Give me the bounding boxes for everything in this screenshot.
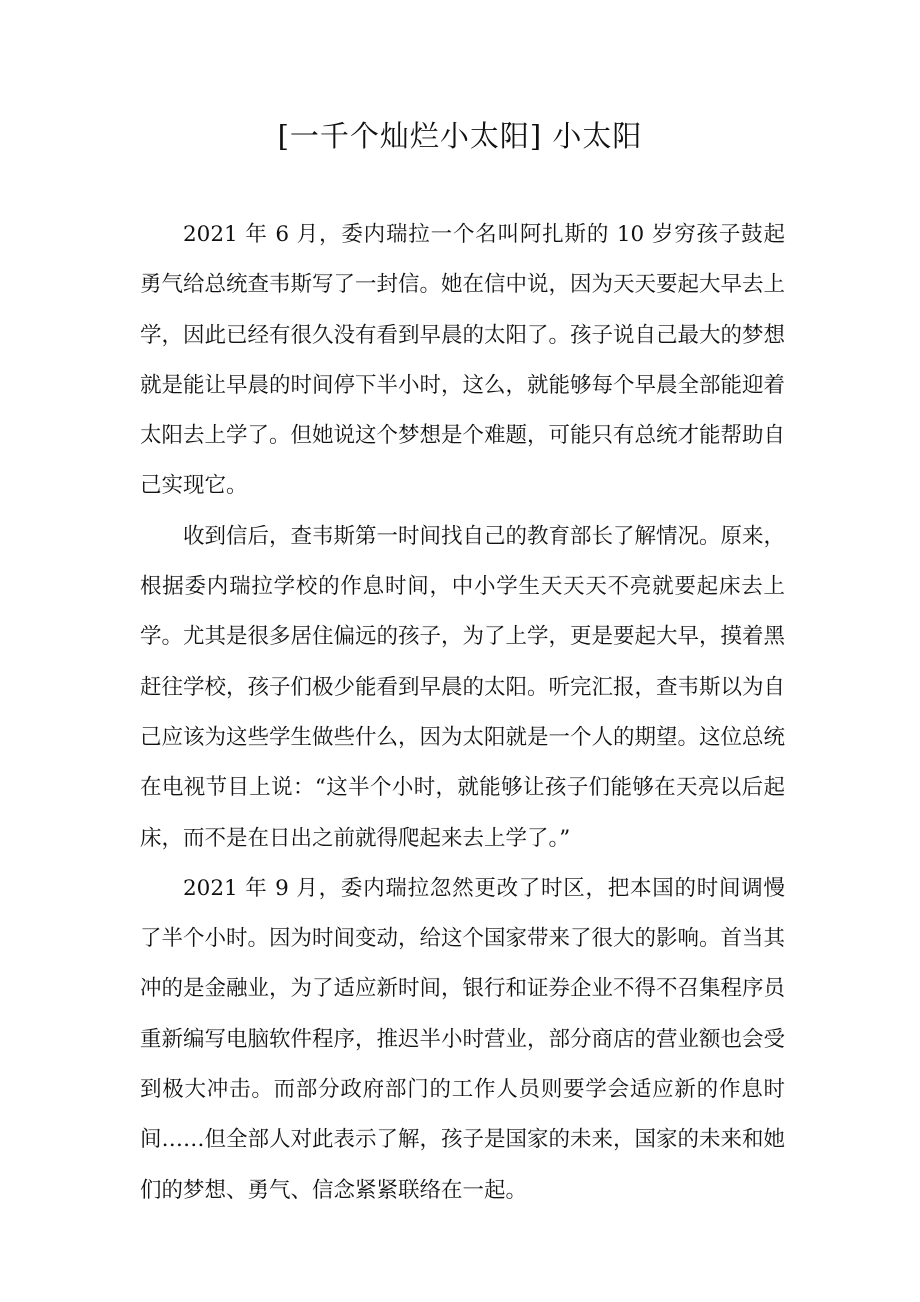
paragraph-2: 收到信后，查韦斯第一时间找自己的教育部长了解情况。原来，根据委内瑞拉学校的作息时间，中小学生天天天不亮就要起床去上学。尤其是很多居住偏远的孩子，为了上学，更是要起大早，摸着黑赶往学校，孩子们极少能看到早晨的太阳。听完汇报，查韦斯以为自己应该为这些学生做些什么，因为太阳就是一个人的期望。这位总统在电视节目上说：“这半个小时，就能够让孩子们能够在天亮以后起床，而不是在日出之前就得爬起来去上学了。” bbox=[140, 523, 786, 851]
paragraph-1: 2021 年 6 月，委内瑞拉一个名叫阿扎斯的 10 岁穷孩子鼓起勇气给总统查韦斯写了一封信。她在信中说，因为天天要起大早去上学，因此已经有很久没有看到早晨的太阳了。孩子说自己最大的梦想就是能让早晨的时间停下半小时，这么，就能够每个早晨全部能迎着太阳去上学了。但她说这个梦想是个难题，可能只有总统才能帮助自己实现它。 bbox=[140, 222, 786, 499]
document-body bbox=[140, 210, 785, 1216]
paragraph-3: 2021 年 9 月，委内瑞拉忽然更改了时区，把本国的时间调慢了半个小时。因为时间变动，给这个国家带来了很大的影响。首当其冲的是金融业，为了适应新时间，银行和证券企业不得不召集程序员重新编写电脑软件程序，推迟半小时营业，部分商店的营业额也会受到极大冲击。而部分政府部门的工作人员则要学会适应新的作息时间……但全部人对此表示了解，孩子是国家的未来，国家的未来和她们的梦想、勇气、信念紧紧联络在一起。 bbox=[140, 875, 786, 1203]
document-title: [一千个灿烂小太阳] 小太阳 bbox=[277, 119, 643, 153]
